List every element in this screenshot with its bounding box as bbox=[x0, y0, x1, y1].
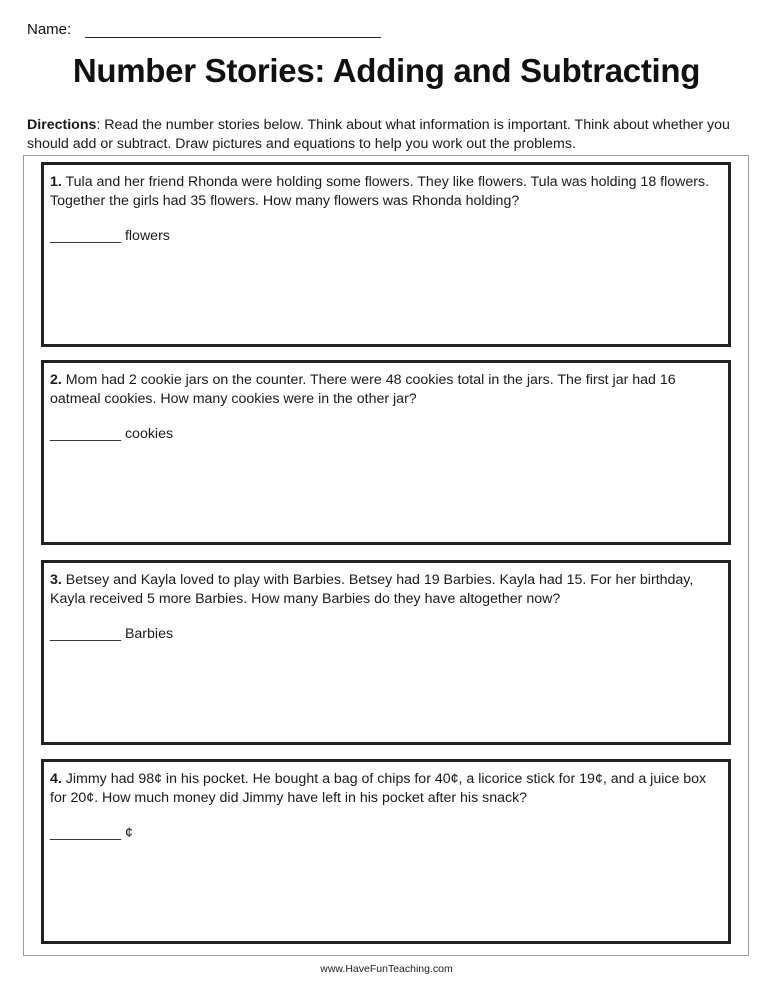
problem-text: Mom had 2 cookie jars on the counter. There were 48 cookies total in the jars. The first jar had 16 oatmeal cookies. How many cookies were in the other jar? bbox=[50, 372, 676, 407]
problem-box-1[interactable] bbox=[41, 162, 731, 347]
problem-number: 4. bbox=[50, 771, 62, 787]
problem-box-4[interactable] bbox=[41, 759, 731, 944]
problem-text: Betsey and Kayla loved to play with Barbies. Betsey had 19 Barbies. Kayla had 15. For her birthday, Kayla received 5 more Barbies. How many Barbies do they have altogether now? bbox=[50, 572, 694, 607]
problem-text: Jimmy had 98¢ in his pocket. He bought a bag of chips for 40¢, a licorice stick for 19¢, and a juice box for 20¢. How much money did Jimmy have left in his pocket after his snack? bbox=[50, 771, 707, 806]
worksheet-title: Number Stories: Adding and Subtracting bbox=[72, 52, 701, 89]
name-label: Name: bbox=[27, 21, 72, 38]
problem-text: Tula and her friend Rhonda were holding some flowers. They like flowers. Tula was holding 18 flowers. Together the girls had 35 flowers. How many flowers was Rhonda holding? bbox=[50, 174, 710, 209]
name-field[interactable] bbox=[85, 23, 381, 38]
name-row bbox=[27, 21, 381, 38]
problem-box-2[interactable] bbox=[41, 360, 731, 545]
problem-box-3[interactable] bbox=[41, 560, 731, 745]
answer-blank[interactable]: _________ cookies bbox=[50, 426, 174, 442]
footer-url: www.HaveFunTeaching.com bbox=[320, 963, 453, 975]
problem-number: 3. bbox=[50, 572, 62, 588]
problem-number: 2. bbox=[50, 372, 62, 388]
answer-blank[interactable]: _________ Barbies bbox=[50, 626, 174, 642]
directions-text: : Read the number stories below. Think about what information is important. Think about whether you should add or subtract. Draw pictures and equations to help you work out the problems. bbox=[27, 117, 730, 152]
directions bbox=[27, 116, 749, 154]
answer-blank[interactable]: _________ ¢ bbox=[50, 825, 133, 841]
problem-number: 1. bbox=[50, 174, 62, 190]
answer-blank[interactable]: _________ flowers bbox=[50, 228, 170, 244]
directions-label: Directions bbox=[27, 117, 97, 133]
